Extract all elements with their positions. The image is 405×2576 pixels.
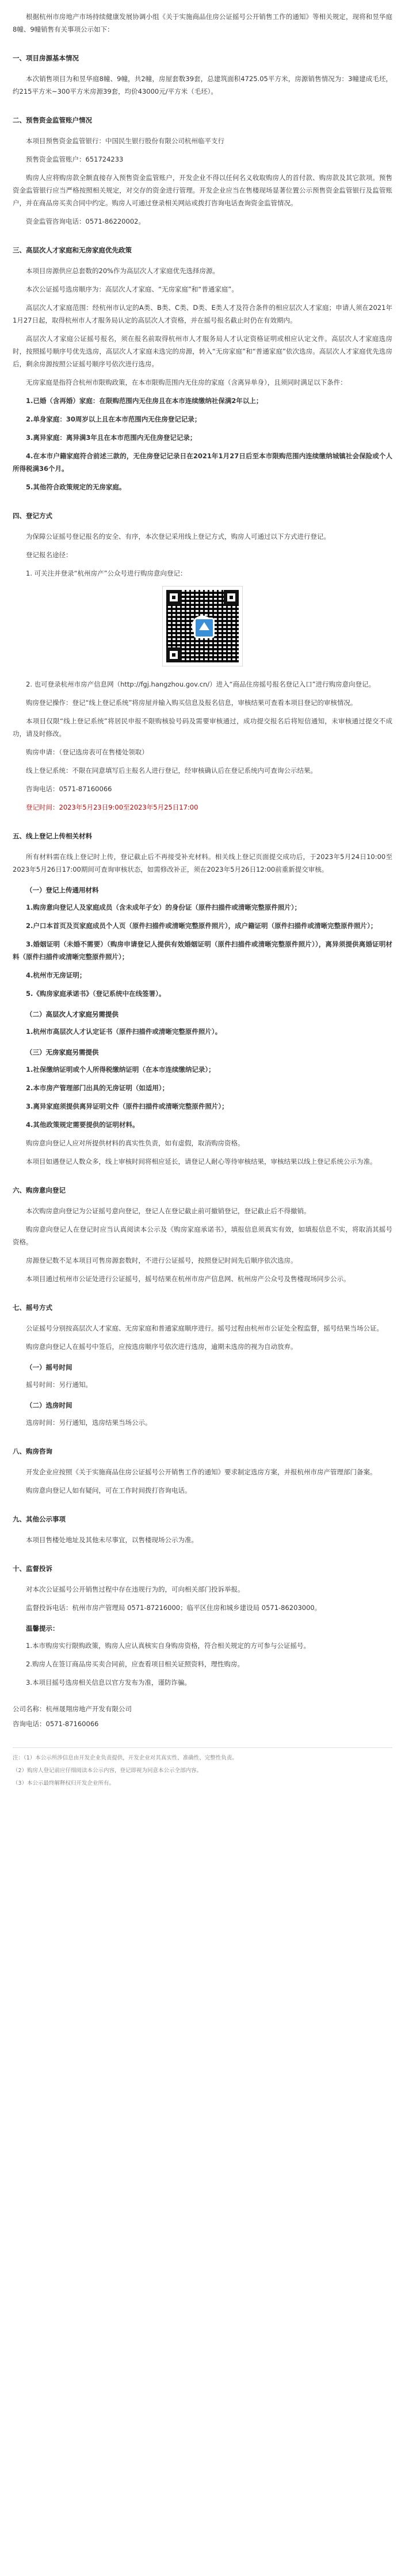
materials-no-house-1: 1.社保缴纳证明或个人所得税缴纳证明（在本市连续缴纳记录）； [26, 1065, 215, 1074]
qr-code-icon[interactable] [163, 586, 242, 666]
footnote-3: （3）本公示最终解释权归开发企业所有。 [13, 1780, 115, 1787]
section-6-paragraph-4: 本项目通过杭州市公证处进行公证摇号，摇号结果在杭州市房产信息网、杭州房产公众号及售楼现场同步公示。 [26, 1275, 350, 1283]
supervision-phone: 资金监管咨询电话：0571-86220002。 [26, 217, 145, 225]
section-3-title: 三、高层次人才家庭和无房家庭优先政策 [13, 246, 132, 254]
no-house-criteria-5: 5.其他符合政策规定的无房家庭。 [26, 483, 126, 491]
materials-general-3: 3.婚姻证明（未婚不需要）（购房申请登记人提供有效婚姻证明（原件扫描件或清晰完整原件照片）），离异须提供离婚证明材料（原件扫描件或清晰完整原件照片）； [13, 940, 392, 961]
section-3-paragraph-1: 本项目房源供应总套数的20%作为高层次人才家庭优先选择房源。 [26, 267, 220, 275]
no-house-criteria-2: 2.单身家庭：30周岁以上且在本市范围内无住房登记记录； [26, 415, 201, 423]
signature-block [13, 1703, 392, 1730]
materials-no-house-3: 3.离异家庭须提供离异证明文件（原件扫描件或清晰完整原件照片）； [26, 1102, 228, 1110]
qr-code-block [13, 586, 392, 668]
selection-time: 选房时间：另行通知，选房结果当场公示。 [26, 1419, 152, 1427]
section-2-title: 二、预售资金监管账户情况 [13, 116, 92, 124]
section-6-paragraph-2: 购房意向登记人在登记时应当认真阅读本公示及《购房家庭承诺书》，填报信息须真实有效，如填报信息不实，将取消其摇号资格。 [13, 1225, 392, 1246]
company-name: 公司名称：杭州晟翔房地产开发有限公司 [13, 1705, 132, 1713]
notice-page [13, 0, 392, 1788]
tip-1: 1.本市购房实行限购政策，购房人应认真核实自身购房资格，符合相关规定的方可参与公证摇号。 [26, 1642, 310, 1650]
section-4-title: 四、登记方式 [13, 512, 52, 520]
tip-3: 3.本项目摇号选房相关信息以官方发布为准，谨防诈骗。 [26, 1678, 191, 1686]
section-4-paragraph-1: 为保障公证摇号登记报名的安全、有序，本次登记采用线上登记方式，购房人可通过以下方式进行登记。 [26, 532, 330, 540]
supervision-account: 预售资金监管账户：651724233 [26, 155, 124, 163]
section-5-title: 五、线上登记上传相关材料 [13, 832, 92, 840]
registration-time: 登记时间：2023年5月23日9:00至2023年5月25日17:00 [26, 803, 198, 811]
section-9-title: 九、其他公示事项 [13, 1515, 66, 1523]
section-6-title: 六、购房意向登记 [13, 1186, 66, 1194]
registration-phone: 咨询电话：0571-87160066 [26, 785, 112, 793]
section-5-paragraph-3: 本项目如遇登记人数众多，线上审核时间将相应延长，请登记人耐心等待审核结果，审核结果以线上登记系统公示为准。 [26, 1157, 377, 1166]
qr-finder-icon [166, 647, 181, 662]
footnote-1: 注：（1）本公示所涉信息由开发企业负责提供，开发企业对其真实性、准确性、完整性负责。 [13, 1755, 238, 1761]
registration-method-1: 1. 可关注并登录“杭州房产”公众号进行购房意向登记： [26, 569, 187, 577]
section-7-paragraph-2: 购房意向登记人在摇号中签后，应按选房顺序号依次进行选房，逾期未选房的视为自动放弃。 [26, 1343, 297, 1351]
complaint-phone: 监督投诉电话：杭州市房产管理局 0571-87216000；临平区住房和城乡建设局 0571-86203000。 [26, 1604, 322, 1612]
section-10-title: 十、监督投诉 [13, 1565, 52, 1573]
section-9-paragraph-1: 本项目售楼处地址及其他未尽事宜，以售楼现场公示为准。 [26, 1536, 198, 1544]
section-5-paragraph-1: 所有材料需在线上登记时上传，登记截止后不再接受补充材料。相关线上登记页面提交成功后，于2023年5月24日10:00至2023年5月26日17:00期间可查询审核状态，如需修改补正，须在2023年5月26日12:00前重新提交审核。 [13, 853, 392, 873]
section-4-paragraph-4: 本项目仅限“线上登记系统”将居民申报不限购核验号码及需要审核通过，成功提交报名后将短信通知，未审核通过提交不成功，请及时修改。 [13, 717, 392, 738]
section-4-paragraph-5: 购房申请：（登记选房表可在售楼处领取） [26, 748, 148, 756]
section-7-title: 七、摇号方式 [13, 1304, 52, 1312]
lottery-time: 摇号时间：另行通知。 [26, 1381, 92, 1389]
section-5-paragraph-2: 购房意向登记人应对所提供材料的真实性负责，如有虚假，取消购房资格。 [26, 1139, 244, 1147]
house-logo-icon [194, 618, 215, 638]
no-house-criteria-4: 4.在本市户籍家庭符合前述三款的，无住房登记记录日在2021年1月27日后至本市限购范围内连续缴纳城镇社会保险或个人所得税满36个月。 [13, 452, 392, 473]
materials-no-house-4: 4.其他政策规定需要提供的证明材料。 [26, 1121, 139, 1129]
tips-title: 温馨提示： [26, 1624, 59, 1632]
section-6-paragraph-3: 房源登记数不足本项目可售房源套数时，不进行公证摇号，按照登记时间先后顺序依次选房。 [26, 1256, 297, 1264]
selection-time-title: （二）选房时间 [26, 1401, 72, 1409]
intro-paragraph: 根据杭州市房地产市场持续健康发展协调小组《关于实施商品住房公证摇号公开销售工作的通知》等相关规定，现将和昱华庭8幢、9幢销售有关事项公示如下： [13, 13, 392, 33]
section-4-paragraph-2: 登记报名途径： [26, 551, 72, 559]
section-8-paragraph-2: 购房意向登记人如有疑问，可在工作时间拨打咨询电话。 [26, 1486, 192, 1494]
materials-no-house-title: （三）无房家庭另需提供 [26, 1048, 99, 1056]
company-phone: 咨询电话：0571-87160066 [13, 1720, 99, 1728]
qr-finder-icon [166, 590, 181, 605]
section-3-paragraph-4: 高层次人才家庭公证摇号报名，须在报名前取得杭州市人才服务局人才认定资格证明或相应认定文件。高层次人才家庭选房时，按照摇号顺序号优先选房，高层次人才家庭未选完的房源，转入“无房家庭”和“普通家庭”依次选房。高层次人才家庭优先选房后，剩余房源按照公证摇号顺序号依次进行选房。 [13, 335, 392, 368]
section-2-paragraph: 购房人应将购房款全额直接存入预售资金监管账户，开发企业不得以任何名义收取购房人的首付款、购房款及其它款项。预售资金监管银行应当严格按照相关规定，对交存的资金进行管理。开发企业应当在售楼现场显著位置公示预售资金监管银行及监管账户，并在商品房买卖合同中约定。购房人可通过登录相关网站或拨打咨询电话查询资金监管情况。 [13, 174, 392, 207]
lottery-time-title: （一）摇号时间 [26, 1363, 72, 1371]
supervision-bank: 本项目预售资金监管银行：中国民生银行股份有限公司杭州临平支行 [26, 137, 224, 145]
section-7-paragraph-1: 公证摇号分别按高层次人才家庭、无房家庭和普通家庭顺序进行。摇号过程由杭州市公证处全程监督，摇号结果当场公证。 [26, 1324, 383, 1332]
section-8-paragraph-1: 开发企业应按照《关于实施商品住房公证摇号公开销售工作的通知》要求制定选房方案，并报杭州市房产管理部门备案。 [26, 1468, 377, 1476]
section-3-paragraph-2: 本次公证摇号选房顺序为：高层次人才家庭、“无房家庭”和“普通家庭”。 [26, 285, 238, 293]
no-house-criteria-1: 1.已婚（含再婚）家庭：在限购范围内无住房且在本市连续缴纳社保满2年以上； [26, 397, 263, 405]
materials-general-5: 5.《购房家庭承诺书》（登记系统中在线签署）。 [26, 990, 166, 998]
section-8-title: 八、购房咨询 [13, 1447, 52, 1455]
section-3-paragraph-5: 无房家庭是指符合杭州市限购政策，在本市限购范围内无住房的家庭（含离异单身），且须同时满足以下条件： [26, 378, 347, 386]
registration-method-2[interactable]: 2. 也可登录杭州市房产信息网（http://fgj.hangzhou.gov.cn/）进入“商品住房摇号报名登记入口”进行购房意向登记。 [26, 680, 376, 688]
materials-talent-1: 1.杭州市高层次人才认定证书（原件扫描件或清晰完整原件照片）。 [26, 1028, 222, 1036]
section-10-paragraph-1: 对本次公证摇号公开销售过程中存在违规行为的，可向相关部门投诉举报。 [26, 1585, 244, 1593]
no-house-criteria-3: 3.离异家庭：离异满3年且在本市范围内无住房登记记录； [26, 434, 197, 442]
section-1-title: 一、项目房源基本情况 [13, 54, 79, 62]
section-3-paragraph-3: 高层次人才家庭范围：经杭州市认定的A类、B类、C类、D类、E类人才及符合条件的相应层次人才家庭；申请人须在2021年1月27日起，取得杭州市人才服务局认定的高层次人才资格，并在摇号报名截止时仍在有效期内。 [13, 304, 392, 324]
section-4-paragraph-6: 线上登记系统：不限在同意填写后主报名人进行登记，经审核确认后在登记系统内可查询公示结果。 [26, 766, 317, 775]
section-4-paragraph-3: 购房登记操作：登记“线上登记系统”将房屋并输入购买信息及报名信息，审核结果可查看本项目登记的审核情况。 [26, 699, 357, 707]
section-1-paragraph: 本次销售项目为和昱华庭8幢、9幢，共2幢，房屋套数39套，总建筑面积4725.05平方米，房源销售情况为：3幢建成毛坯，约215平方米~300平方米房源39套，均价43000元/平方米（毛坯）。 [13, 75, 392, 95]
materials-general-4: 4.杭州市无房证明； [26, 971, 86, 979]
qr-finder-icon [224, 590, 239, 605]
materials-no-house-2: 2.本市房产管理部门出具的无房证明（如适用）； [26, 1084, 169, 1092]
materials-general-2: 2.户口本首页及页家庭成员个人页（原件扫描件或清晰完整原件照片），成户籍证明（原件扫描件或清晰完整原件照片）； [26, 922, 377, 930]
footnote-2: （2）购房人登记前应仔细阅读本公示内容，登记即视为同意本公示全部内容。 [13, 1768, 202, 1774]
materials-talent-title: （二）高层次人才家庭另需提供 [26, 1010, 119, 1018]
materials-general-1: 1.购房意向登记人及家庭成员（含未成年子女）的身份证（原件扫描件或清晰完整原件照片）； [26, 903, 301, 911]
footnotes [13, 1747, 392, 1788]
materials-general-title: （一）登记上传通用材料 [26, 886, 99, 894]
tip-2: 2.购房人在签订商品房买卖合同前，应查看项目相关证照资料，理性购房。 [26, 1660, 244, 1668]
section-6-paragraph-1: 本次购房意向登记为公证摇号意向登记，登记人在登记截止前可撤销登记，登记截止后不得撤销。 [26, 1207, 311, 1215]
